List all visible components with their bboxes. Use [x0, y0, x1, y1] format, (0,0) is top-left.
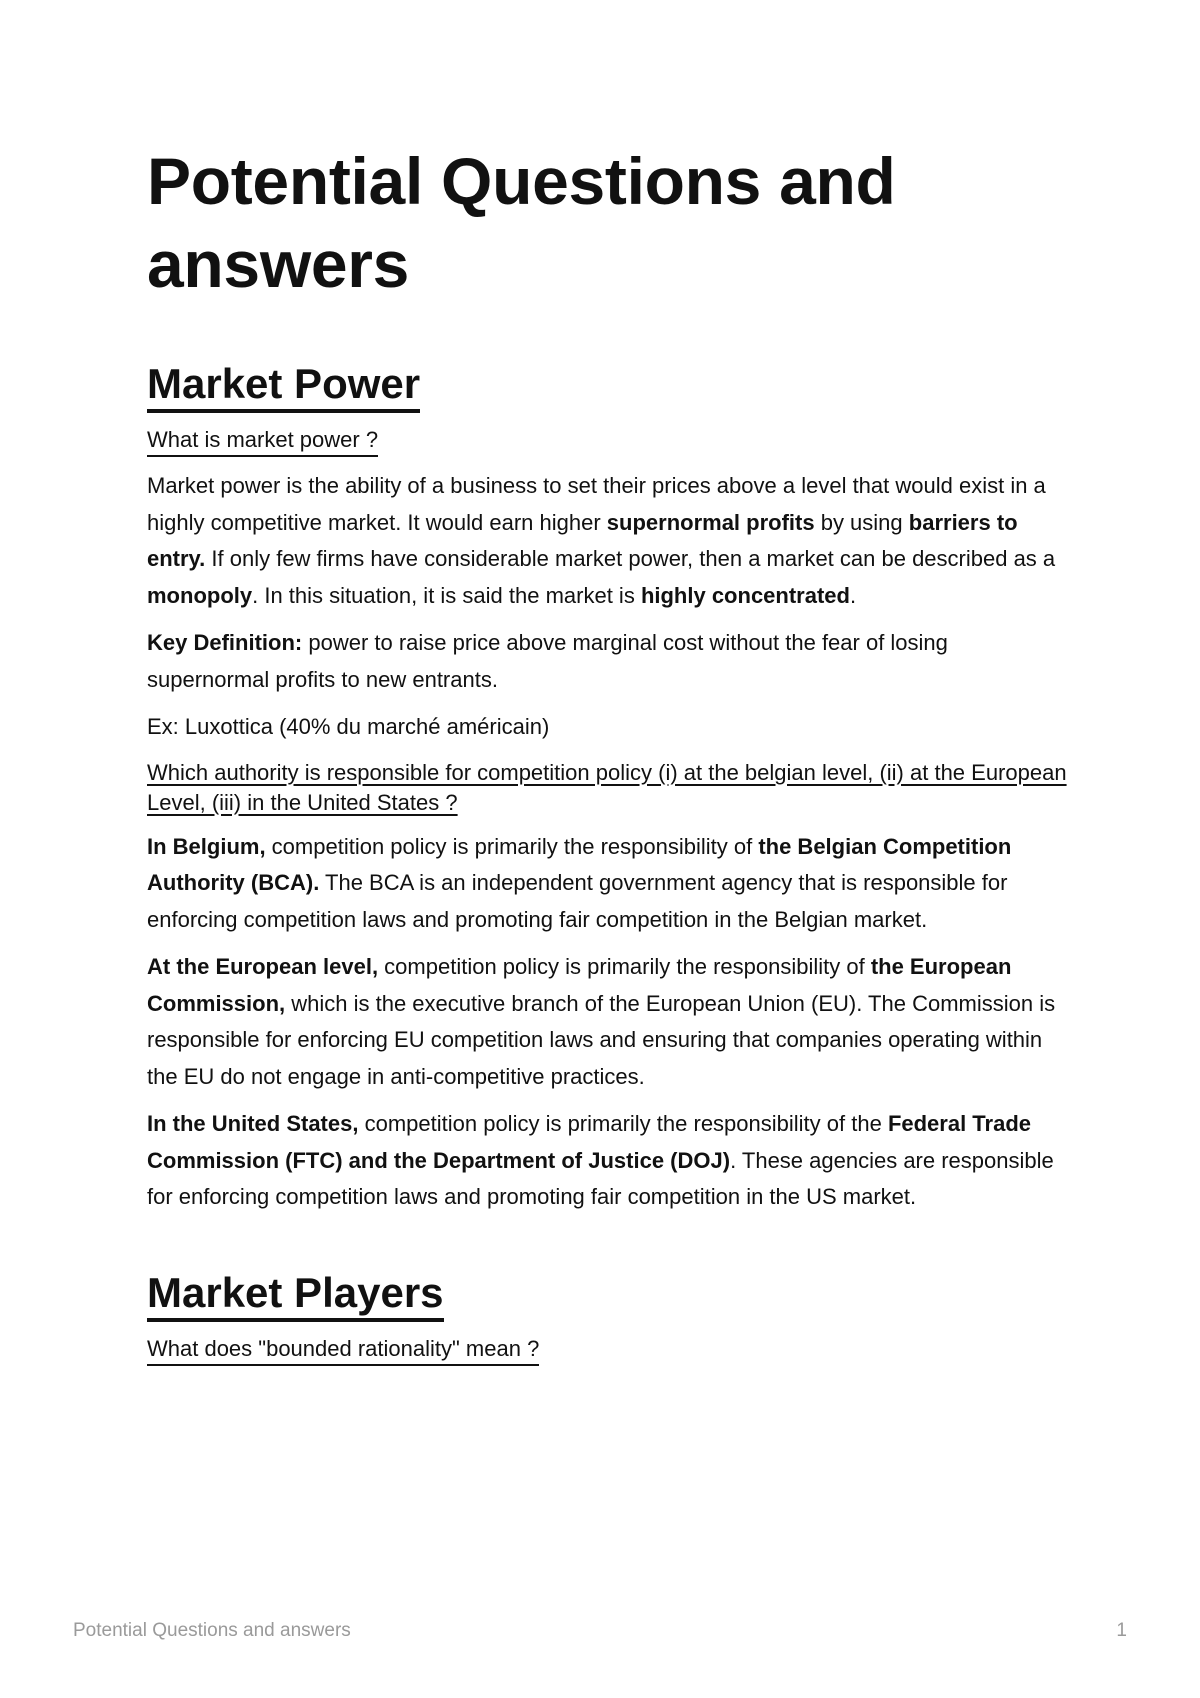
- text-run: competition policy is primarily the responsibility of: [265, 833, 759, 859]
- section-heading: Market Power: [147, 359, 420, 413]
- bold-term: In the United States,: [147, 1111, 359, 1136]
- paragraph-key-definition: [147, 625, 1067, 698]
- document-title: Potential Questions and answers: [147, 144, 896, 301]
- text-run: by using: [814, 509, 909, 535]
- paragraph-example: [147, 709, 1067, 746]
- text-run: If only few firms have considerable market power, then a market can be described as a: [205, 546, 1056, 571]
- text-run: . These agencies are responsible for enforcing competition laws and promoting fair competition in the US market.: [147, 1147, 1054, 1209]
- text-run: The BCA is an independent government agency that is responsible for enforcing competition laws and promoting fair competition in the Belgian market.: [147, 870, 1008, 932]
- document-page: [147, 140, 1067, 1366]
- text-run: competition policy is primarily the responsibility of the: [358, 1111, 888, 1136]
- text-run: Market power is the ability of a business to set their prices above a level that would exist in a highly competitive market. It would earn higher: [147, 473, 1046, 535]
- bold-term: monopoly: [147, 582, 253, 608]
- question-heading: What does "bounded rationality" mean ?: [147, 1334, 539, 1366]
- text-run: power to raise price above marginal cost without the fear of losing supernormal profits to new entrants.: [147, 630, 948, 692]
- text-run: competition policy is primarily the responsibility of: [378, 954, 871, 979]
- section-market-power: [147, 306, 1067, 1216]
- question-block: [147, 758, 1067, 818]
- bold-term: At the European level,: [147, 954, 379, 979]
- bold-term: In Belgium,: [147, 833, 266, 859]
- text-run: which is the executive branch of the European Union (EU). The Commission is responsible for enforcing EU competition laws and ensuring that companies operating within the EU do not engage in anti-competitive practices.: [147, 990, 1056, 1089]
- text-run: Ex: Luxottica (40% du marché américain): [147, 714, 550, 739]
- question-block: [147, 425, 1067, 457]
- text-run: . In this situation, it is said the market is: [252, 582, 641, 608]
- question-heading: What is market power ?: [147, 425, 378, 457]
- bold-term: the Belgian Competition Authority (BCA).: [147, 833, 1012, 895]
- page-footer: [73, 1620, 1127, 1642]
- paragraph-belgium: [147, 829, 1067, 939]
- section-market-players: [147, 1216, 1067, 1366]
- paragraph-united-states: [147, 1106, 1067, 1216]
- bold-term: barriers to entry.: [147, 509, 1018, 571]
- question-heading: Which authority is responsible for competition policy (i) at the belgian level, (ii) at the European Level, (iii) in the United States ?: [147, 759, 1067, 815]
- bold-term: Federal Trade Commission (FTC) and the Department of Justice (DOJ): [147, 1111, 1032, 1173]
- section-heading: Market Players: [147, 1268, 444, 1322]
- text-run: .: [849, 582, 857, 608]
- footer-document-name: Potential Questions and answers: [73, 1620, 351, 1641]
- footer-page-number: 1: [1116, 1620, 1127, 1641]
- bold-term: Key Definition:: [147, 630, 303, 655]
- paragraph-european-level: [147, 949, 1067, 1095]
- paragraph-market-power-definition: [147, 468, 1067, 614]
- bold-term: highly concentrated: [640, 582, 850, 608]
- bold-term: supernormal profits: [606, 509, 815, 535]
- question-block: [147, 1334, 1067, 1366]
- bold-term: the European Commission,: [147, 954, 1012, 1016]
